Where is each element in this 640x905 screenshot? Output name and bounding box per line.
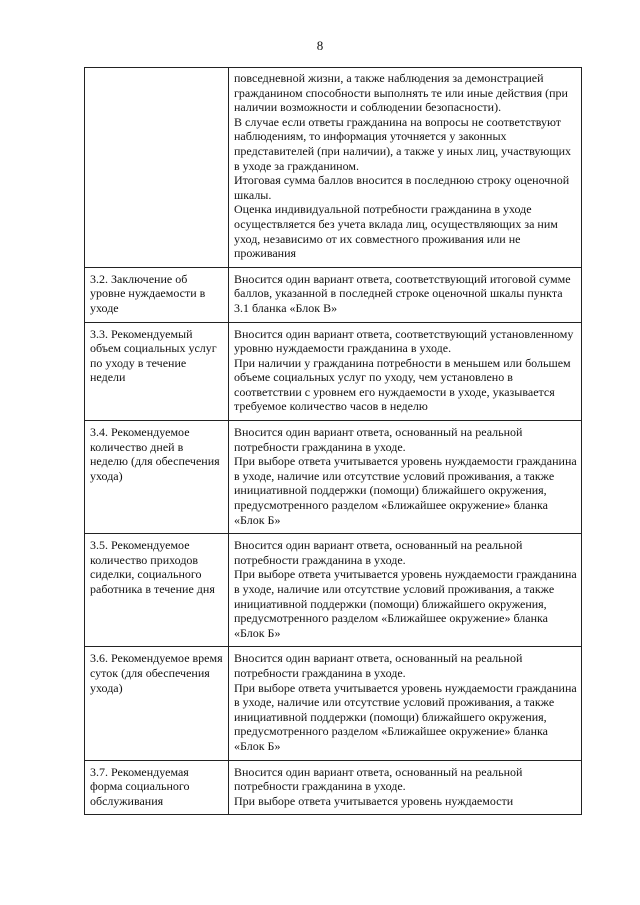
row-label: 3.7. Рекомендуемая форма социального обслуживания [85, 760, 229, 815]
row-description [229, 68, 582, 268]
row-description [229, 760, 582, 815]
description-paragraph: В случае если ответы гражданина на вопросы не соответствуют наблюдениям, то информация уточняется у законных представителей (при наличии), а также у иных лиц, участвующих в уходе за гражданином. [234, 114, 571, 173]
row-description [229, 647, 582, 760]
description-paragraph: Вносится один вариант ответа, основанный на реальной потребности гражданина в уходе. [234, 764, 523, 794]
description-paragraph: повседневной жизни, а также наблюдения за демонстрацией гражданином способности выполнять те или иные действия (при наличии возможности и соблюдении безопасности). [234, 71, 568, 115]
description-paragraph: Вносится один вариант ответа, основанный на реальной потребности гражданина в уходе. [234, 425, 523, 454]
table-row [85, 760, 582, 815]
description-paragraph: Вносится один вариант ответа, основанный на реальной потребности гражданина в уходе. [234, 538, 523, 567]
row-description [229, 322, 582, 421]
table-row [85, 68, 582, 268]
row-label: 3.5. Рекомендуемое количество приходов сиделки, социального работника в течение дня [85, 534, 229, 647]
description-paragraph: Вносится один вариант ответа, соответствующий установленному уровню нуждаемости гражданина в уходе. [234, 326, 574, 356]
row-label: 3.4. Рекомендуемое количество дней в неделю (для обеспечения ухода) [85, 421, 229, 534]
page-number: 8 [316, 38, 324, 53]
table-body [85, 68, 582, 815]
row-label [85, 68, 229, 268]
table-row [85, 534, 582, 647]
description-paragraph: При выборе ответа учитывается уровень нуждаемости гражданина в уходе, наличие или отсутствие условий проживания, а также инициативной поддержки (помощи) ближайшего окружения, предусмотренного разделом «Ближайшее окружение» бланка «Блок Б» [234, 454, 577, 527]
table-row [85, 421, 582, 534]
instructions-table [84, 67, 582, 815]
description-paragraph: Вносится один вариант ответа, основанный на реальной потребности гражданина в уходе. [234, 651, 523, 680]
description-paragraph: При наличии у гражданина потребности в меньшем или большем объеме социальных услуг по уходу, чем установлено в соответствии с уровнем его нуждаемости в уходе, указывается требуемое количество часов в неделю [234, 355, 571, 414]
row-label: 3.3. Рекомендуемый объем социальных услуг по уходу в течение недели [85, 322, 229, 421]
description-paragraph: При выборе ответа учитывается уровень нуждаемости гражданина в уходе, наличие или отсутствие условий проживания, а также инициативной поддержки (помощи) ближайшего окружения, предусмотренного разделом «Ближайшее окружение» бланка «Блок Б» [234, 567, 577, 640]
row-description [229, 534, 582, 647]
table-row [85, 267, 582, 322]
description-paragraph: При выборе ответа учитывается уровень нуждаемости [234, 793, 514, 808]
description-paragraph: Итоговая сумма баллов вносится в последнюю строку оценочной шкалы. [234, 173, 570, 202]
description-paragraph: Вносится один вариант ответа, соответствующий итоговой сумме баллов, указанной в последней строке оценочной шкалы пункта 3.1 бланка «Блок В» [234, 271, 571, 315]
description-paragraph: При выборе ответа учитывается уровень нуждаемости гражданина в уходе, наличие или отсутствие условий проживания, а также инициативной поддержки (помощи) ближайшего окружения, предусмотренного разделом «Ближайшее окружение» бланка «Блок Б» [234, 680, 577, 753]
table-row [85, 322, 582, 421]
row-label: 3.6. Рекомендуемое время суток (для обеспечения ухода) [85, 647, 229, 760]
description-paragraph: Оценка индивидуальной потребности гражданина в уходе осуществляется без учета вклада лиц, осуществляющих за ним уход, независимо от их совместного проживания или не проживания [234, 202, 558, 261]
row-label: 3.2. Заключение об уровне нуждаемости в уходе [85, 267, 229, 322]
table-row [85, 647, 582, 760]
row-description [229, 421, 582, 534]
row-description [229, 267, 582, 322]
